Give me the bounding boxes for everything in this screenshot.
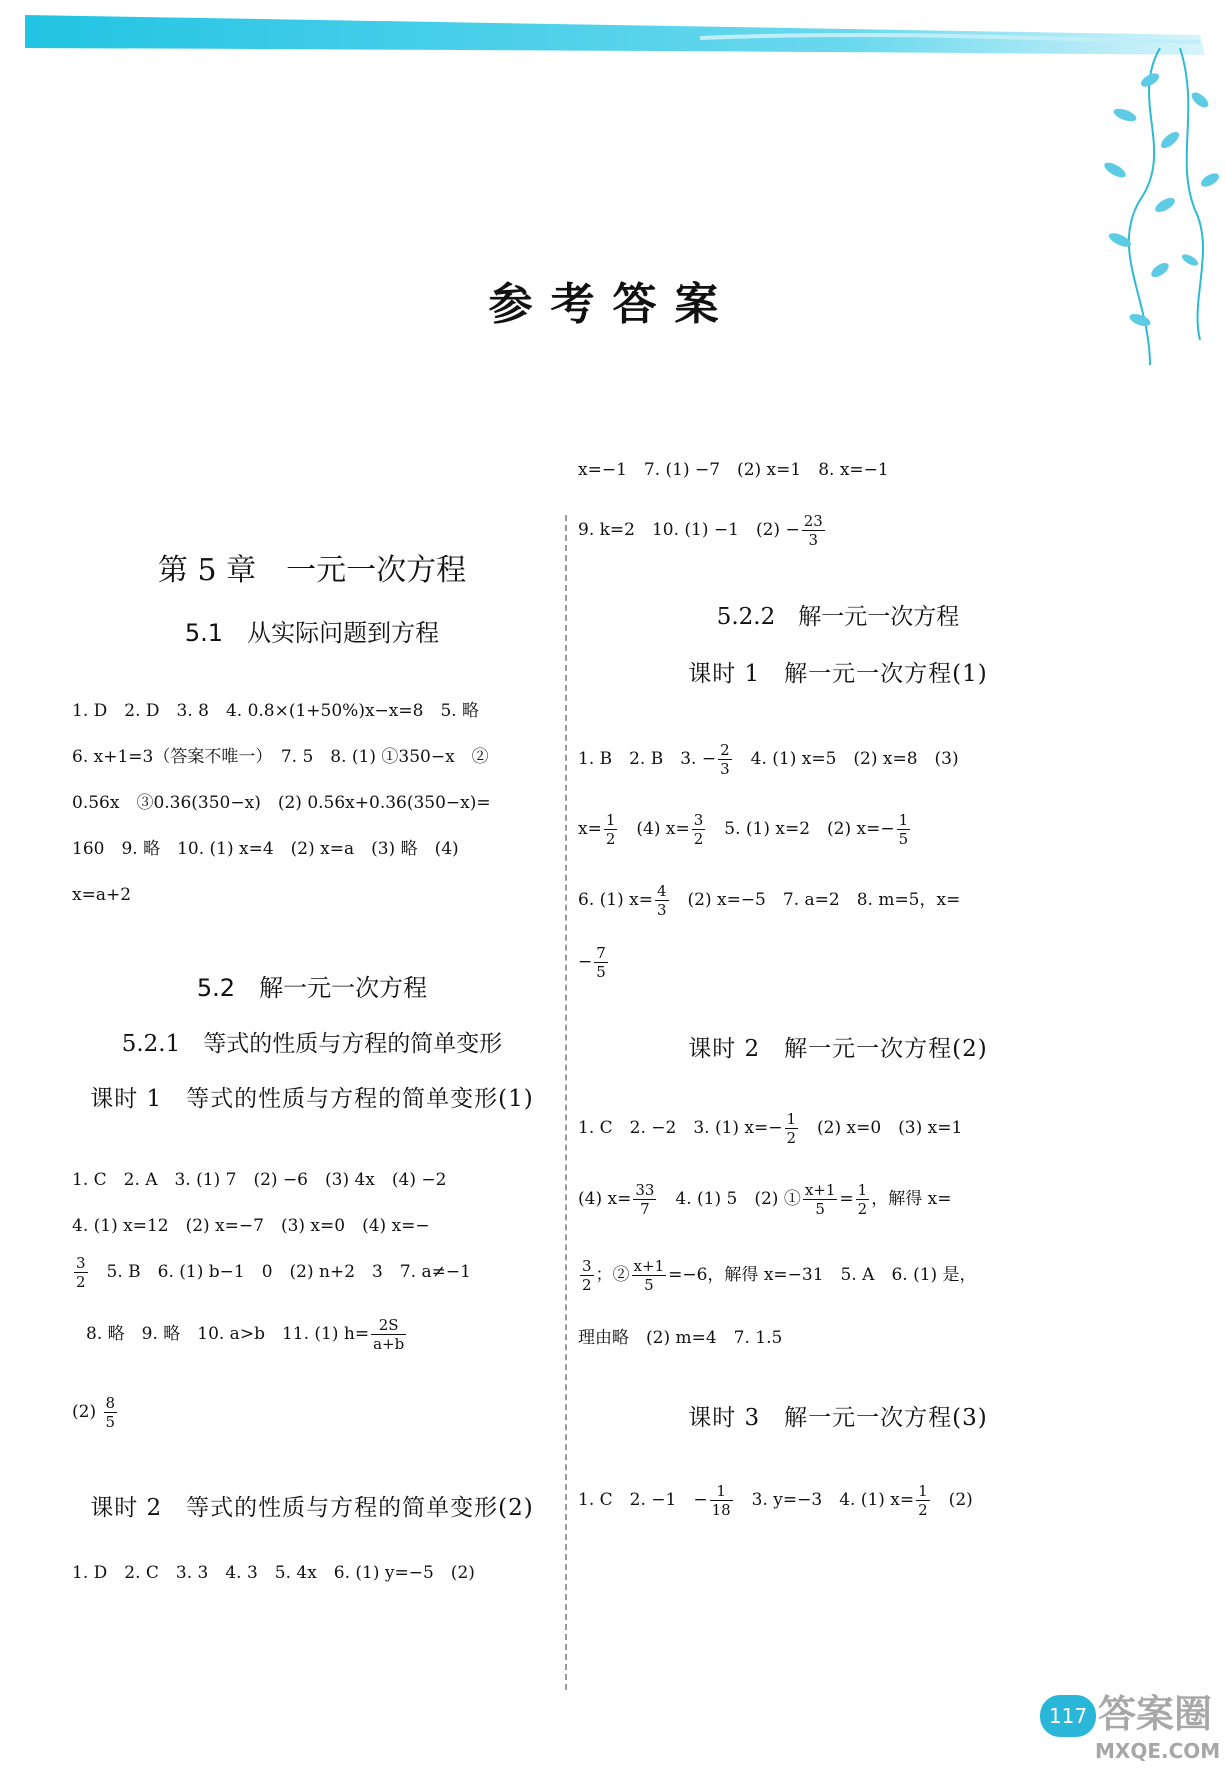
- lesson-heading: 课时 3 解一元一次方程(3): [688, 1405, 988, 1431]
- column-divider: [565, 515, 567, 1690]
- fraction: $\frac{x+1}{5}$: [804, 1181, 836, 1218]
- fraction: $\frac{3}{2}$: [693, 811, 704, 848]
- lesson-heading: 课时 1 解一元一次方程(1): [688, 661, 988, 687]
- lesson-heading: 课时 2 解一元一次方程(2): [688, 1036, 988, 1062]
- fraction: $\frac{8}{5}$: [105, 1394, 116, 1431]
- answer-line: 8. 略 9. 略 10. a>b 11. (1) h= $\frac{2S}{a+b}$: [86, 1316, 405, 1353]
- answers-lesson-2-right: [578, 1095, 1098, 1363]
- answer-line: 4. (1) x=12 (2) x=−7 (3) x=0 (4) x=−: [72, 1216, 430, 1236]
- answer-line: 1. B 2. B 3. − $\frac{2}{3}$ 4. (1) x=5 (2) x=8 (3): [578, 741, 959, 778]
- fraction: $\frac{2S}{a+b}$: [373, 1316, 405, 1353]
- answer-line: 1. C 2. −2 3. (1) x=− $\frac{1}{2}$ (2) x=0 (3) x=1: [578, 1110, 963, 1147]
- answer-line: x=a+2: [72, 885, 132, 905]
- answer-line: 1. C 2. A 3. (1) 7 (2) −6 (3) 4x (4) −2: [72, 1170, 447, 1190]
- fraction: $\frac{33}{7}$: [635, 1181, 655, 1218]
- answer-line: x= $\frac{1}{2}$ (4) x= $\frac{3}{2}$ 5. (1) x=2 (2) x=− $\frac{1}{5}$: [578, 811, 909, 848]
- answers-lesson-1-right: [578, 728, 1098, 992]
- subsection-heading-5-2-2: 5.2.2 解一元一次方程: [716, 604, 960, 630]
- right-column: [578, 440, 1098, 1532]
- answer-line: (4) x= $\frac{33}{7}$ 4. (1) 5 (2) ① $\frac{x+1}{5}$ = $\frac{1}{2}$ ，解得 x=: [578, 1181, 952, 1218]
- answer-line: $\frac{3}{2}$ ；② $\frac{x+1}{5}$ =−6，解得 x=−31 5. A 6. (1) 是，: [582, 1257, 977, 1294]
- answer-line: (2) $\frac{8}{5}$: [72, 1394, 116, 1431]
- answers-lesson-2: [72, 1550, 552, 1596]
- answers-5-1: [72, 688, 552, 918]
- answer-line: 6. x+1=3（答案不唯一） 7. 5 8. (1) ①350−x ②: [72, 747, 489, 767]
- left-column: [72, 515, 552, 1596]
- answer-line: $\frac{3}{2}$ 5. B 6. (1) b−1 0 (2) n+2 3 7. a≠−1: [76, 1254, 471, 1291]
- answer-line: 理由略 (2) m=4 7. 1.5: [578, 1328, 783, 1348]
- answer-line: − $\frac{7}{5}$: [578, 944, 606, 981]
- fraction: $\frac{x+1}{5}$: [633, 1257, 665, 1294]
- fraction: $\frac{1}{2}$: [857, 1181, 868, 1218]
- chapter-heading: 第 5 章 一元一次方程: [157, 553, 467, 588]
- answer-line: 6. (1) x= $\frac{4}{3}$ (2) x=−5 7. a=2 8. m=5，x=: [578, 882, 961, 919]
- answers-lesson-1: [72, 1157, 552, 1451]
- fraction: $\frac{3}{2}$: [76, 1254, 86, 1291]
- fraction: $\frac{1}{18}$: [711, 1482, 731, 1519]
- fraction: $\frac{4}{3}$: [656, 882, 667, 919]
- watermark-logo: 答案圈 MXQE.COM: [1095, 1692, 1221, 1763]
- subsection-heading-5-2-1: 5.2.1 等式的性质与方程的简单变形: [121, 1031, 503, 1057]
- answer-line: 9. k=2 10. (1) −1 (2) − $\frac{23}{3}$: [578, 512, 823, 549]
- fraction: $\frac{1}{5}$: [898, 811, 909, 848]
- fraction: $\frac{23}{3}$: [803, 512, 823, 549]
- answer-line: 0.56x ③0.36(350−x) (2) 0.56x+0.36(350−x)=: [72, 793, 491, 813]
- fraction: $\frac{7}{5}$: [596, 944, 606, 981]
- answer-line: 1. C 2. −1 − $\frac{1}{18}$ 3. y=−3 4. (1) x= $\frac{1}{2}$ (2): [578, 1482, 973, 1519]
- section-heading-5-2: 5.2 解一元一次方程: [196, 974, 428, 1002]
- answers-lesson-3-right: [578, 1468, 1098, 1532]
- fraction: $\frac{1}{2}$: [605, 811, 616, 848]
- answer-line: 1. D 2. C 3. 3 4. 3 5. 4x 6. (1) y=−5 (2): [72, 1563, 475, 1583]
- fraction: $\frac{3}{2}$: [582, 1257, 592, 1294]
- page-number-badge: 117: [1040, 1695, 1096, 1737]
- fraction: $\frac{1}{2}$: [786, 1110, 797, 1147]
- section-heading-5-1: 5.1 从实际问题到方程: [184, 619, 440, 647]
- page-title: 参考答案: [488, 279, 737, 330]
- answer-line: x=−1 7. (1) −7 (2) x=1 8. x=−1: [578, 460, 889, 480]
- lesson-heading: 课时 1 等式的性质与方程的简单变形(1): [90, 1086, 534, 1112]
- lesson-heading: 课时 2 等式的性质与方程的简单变形(2): [90, 1495, 534, 1521]
- answer-line: 160 9. 略 10. (1) x=4 (2) x=a (3) 略 (4): [72, 839, 459, 859]
- fraction: $\frac{2}{3}$: [720, 741, 730, 778]
- fraction: $\frac{1}{2}$: [918, 1482, 928, 1519]
- answer-line: 1. D 2. D 3. 8 4. 0.8×(1+50%)x−x=8 5. 略: [72, 701, 480, 721]
